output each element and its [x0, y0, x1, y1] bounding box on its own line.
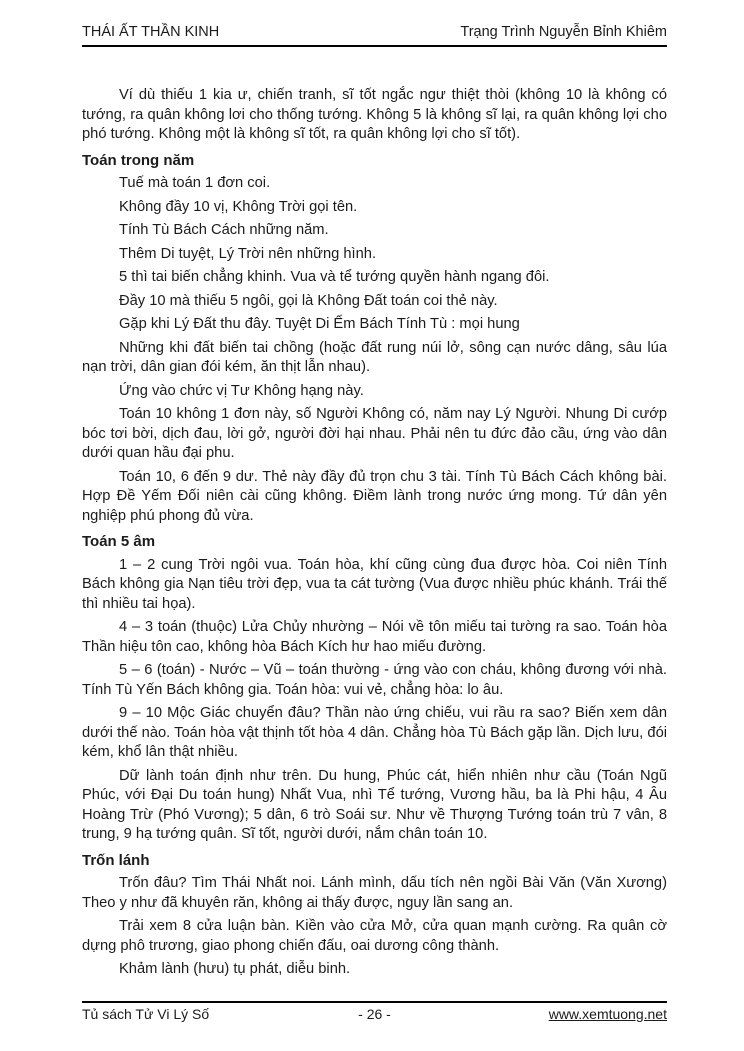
- paragraph: Những khi đất biến tai chồng (hoặc đất rung núi lở, sông cạn nước dâng, sâu lúa nạn trời, dân gian đói kém, ăn thịt lẫn nhau).: [82, 339, 667, 375]
- paragraph: 5 – 6 (toán) - Nước – Vũ – toán thường - ứng vào con cháu, không đương với nhà. Tính Tù Yến Bách không gia. Toán hòa: vui vẻ, chẳng hòa: lo âu.: [82, 662, 667, 698]
- page-footer: [82, 1001, 667, 1022]
- paragraph: Tuế mà toán 1 đơn coi.: [119, 175, 271, 191]
- paragraph: Trốn đâu? Tìm Thái Nhất noi. Lánh mình, dấu tích nên ngồi Bài Văn (Văn Xương) Theo y như đã khuyên răn, không ai thấy được, nguy lần sang an.: [82, 875, 667, 911]
- paragraph: 9 – 10 Mộc Giác chuyển đâu? Thần nào ứng chiếu, vui rầu ra sao? Biến xem dân dưới thế nào. Toán hòa vật thịnh tốt hòa 4 dân. Chẳng hòa Tù Bách gặp lần. Dịch lưu, đói kém, khổ lân thật nhiều.: [82, 705, 667, 760]
- paragraph: Không đầy 10 vị, Không Trời gọi tên.: [119, 198, 358, 215]
- page-header: [82, 24, 667, 47]
- paragraph: Gặp khi Lý Đất thu đây. Tuyệt Di Ếm Bách Tính Tù : mọi hung: [119, 316, 520, 332]
- paragraph: Tính Tù Bách Cách những năm.: [119, 222, 329, 238]
- paragraph: Khảm lành (hưu) tụ phát, diễu binh.: [119, 961, 351, 977]
- footer-website-link[interactable]: www.xemtuong.net: [548, 1006, 667, 1022]
- paragraph: 1 – 2 cung Trời ngôi vua. Toán hòa, khí cũng cùng đua được hòa. Coi niên Tính Bách không gia Nạn tiêu trời đẹp, vua ta cát tường (Vua được nhiều phúc khánh. Trái thế thì nhiều tai họa).: [82, 556, 667, 612]
- section-heading: Toán 5 âm: [82, 533, 156, 550]
- header-author: Trạng Trình Nguyễn Bỉnh Khiêm: [460, 24, 667, 40]
- section-heading: Toán trong năm: [82, 151, 195, 169]
- paragraph: 4 – 3 toán (thuộc) Lửa Chủy nhường – Nói về tôn miếu tai tường ra sao. Toán hòa Thần hiệu tôn cao, không hòa Bách Kích hư hao miếu đường.: [82, 619, 667, 655]
- header-book-title: THÁI ẤT THẦN KINH: [82, 24, 220, 40]
- section-heading: Trốn lánh: [82, 851, 150, 869]
- paragraph: Thêm Di tuyệt, Lý Trời nên những hình.: [119, 245, 377, 262]
- paragraph: Toán 10, 6 đến 9 dư. Thẻ này đầy đủ trọn chu 3 tài. Tính Tù Bách Cách không bài. Hợp Đề Yếm Đối niên cài cũng không. Điềm lành trong nước ứng mong. Tứ dân yên nghiệp phú phong đủ vừa.: [82, 468, 667, 524]
- paragraph: Trải xem 8 cửa luận bàn. Kiền vào cửa Mở, cửa quan mạnh cường. Ra quân cờ dựng phô trương, giao phong chiến đấu, oai dương công thành.: [82, 918, 667, 954]
- paragraph: Dữ lành toán định như trên. Du hung, Phúc cát, hiển nhiên như cầu (Toán Ngũ Phúc, với Đại Du toán hung) Nhất Vua, nhì Tể tướng, Vương hầu, ba là Phi hậu, 4 Âu Hoàng Trừ (Phó Vương); 5 dân, 6 trò Soái sư. Như về Thượng Tướng toán trù 7 vân, 8 trung, 9 hạ tướng quân. Sĩ tốt, người dưới, nắm chân toán 10.: [82, 767, 667, 842]
- document-body: [82, 82, 667, 984]
- paragraph: Toán 10 không 1 đơn này, số Người Không có, năm nay Lý Người. Nhung Di cướp bóc tơi bời, dịch đau, lời gở, người đời hại nhau. Phải nên tu đức đảo cầu, ứng vào dân dưới quan hầu đại phu.: [82, 406, 667, 461]
- paragraph: 5 thì tai biến chẳng khinh. Vua và tể tướng quyền hành ngang đôi.: [119, 269, 550, 285]
- footer-series-title: Tủ sách Tử Vi Lý Số: [82, 1006, 210, 1022]
- paragraph: Ứng vào chức vị Tư Không hạng này.: [119, 382, 364, 399]
- footer-page-number: - 26 -: [358, 1006, 391, 1022]
- paragraph: Đầy 10 mà thiếu 5 ngôi, gọi là Không Đất toán coi thẻ này.: [119, 292, 498, 309]
- paragraph: Ví dù thiếu 1 kia ư, chiến tranh, sĩ tốt ngắc ngư thiệt thòi (không 10 là không có tướng, ra quân không lơi cho thống tướng. Không 5 là không sĩ lại, ra quân không lợi cho phó tướng. Không một là không sĩ tốt, ra quân không lợi cho sĩ tốt).: [82, 87, 667, 142]
